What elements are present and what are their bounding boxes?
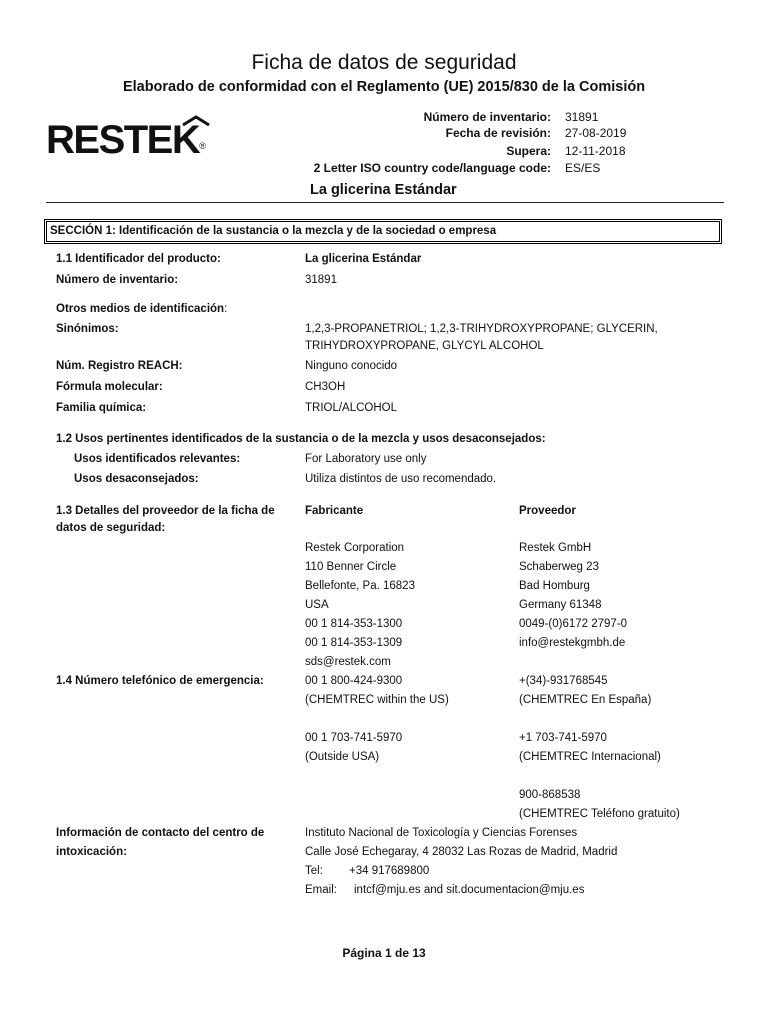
emergency-left-line: (Outside USA)	[305, 751, 380, 763]
supplier-email: info@restekgmbh.de	[519, 637, 626, 649]
manufacturer-line: Restek Corporation	[305, 542, 405, 554]
emergency-right-line: +(34)-931768545	[519, 675, 608, 687]
synonyms-label: Sinónimos:	[56, 323, 119, 335]
uses-identified-label: Usos identificados relevantes:	[74, 453, 241, 465]
restek-logo: RESTEK®	[46, 118, 206, 162]
reach-value: Ninguno conocido	[305, 360, 398, 372]
supplier-line: Restek GmbH	[519, 542, 592, 554]
section-1-heading: SECCIÓN 1: Identificación de la sustancia o la mezcla y de la sociedad o empresa	[50, 225, 497, 237]
chemical-family-label: Familia química:	[56, 402, 147, 414]
section-1-heading-box	[46, 221, 720, 242]
poison-center-address: Calle José Echegaray, 4 28032 Las Rozas de Madrid, Madrid	[305, 846, 618, 858]
meta-label-revision-date: Fecha de revisión:	[445, 126, 551, 140]
manufacturer-line: 00 1 814-353-1309	[305, 637, 403, 649]
meta-label-inventory: Número de inventario:	[423, 110, 551, 124]
meta-value-inventory: 31891	[565, 110, 599, 124]
poison-center-name: Instituto Nacional de Toxicología y Ciencias Forenses	[305, 827, 578, 839]
emergency-right-line: (CHEMTREC Teléfono gratuito)	[519, 808, 680, 820]
logo-text: RESTEK	[46, 118, 200, 162]
emergency-left-line: 00 1 703-741-5970	[305, 732, 403, 744]
manufacturer-line: USA	[305, 599, 329, 611]
uses-heading: 1.2 Usos pertinentes identificados de la sustancia o de la mezcla y usos desaconsejados:	[56, 433, 546, 445]
product-identifier-label: 1.1 Identificador del producto:	[56, 253, 221, 265]
supplier-line: 0049-(0)6172 2797-0	[519, 618, 628, 630]
meta-value-supersedes: 12-11-2018	[565, 144, 626, 158]
poison-center-email-value: intcf@mju.es and sit.documentacion@mju.es	[354, 884, 585, 896]
poison-center-tel-label: Tel:	[305, 865, 323, 877]
header-divider	[46, 202, 724, 203]
poison-center-email-label: Email:	[305, 884, 337, 896]
meta-label-supersedes: Supera:	[506, 144, 551, 158]
meta-value-revision-date: 27-08-2019	[565, 126, 627, 140]
uses-advised-against-value: Utiliza distintos de uso recomendado.	[305, 473, 497, 485]
manufacturer-line: Bellefonte, Pa. 16823	[305, 580, 415, 592]
emergency-right-line: (CHEMTREC Internacional)	[519, 751, 661, 763]
emergency-phone-label: 1.4 Número telefónico de emergencia:	[56, 675, 264, 687]
poison-center-label-line-2: intoxicación:	[56, 846, 127, 858]
inventory-number-label: Número de inventario:	[56, 274, 179, 286]
emergency-right-line: (CHEMTREC En España)	[519, 694, 652, 706]
chemical-family-value: TRIOL/ALCOHOL	[305, 402, 398, 414]
emergency-left-line: 00 1 800-424-9300	[305, 675, 403, 687]
page-number: Página 1 de 13	[342, 946, 426, 960]
emergency-left-line: (CHEMTREC within the US)	[305, 694, 449, 706]
emergency-right-line: 900-868538	[519, 789, 581, 801]
manufacturer-line: 110 Benner Circle	[305, 561, 397, 573]
supplier-details-label-line-2: datos de seguridad:	[56, 522, 166, 534]
uses-advised-against-label: Usos desaconsejados:	[74, 473, 199, 485]
supplier-line: Schaberweg 23	[519, 561, 599, 573]
poison-center-label-line-1: Información de contacto del centro de	[56, 827, 265, 839]
reach-label: Núm. Registro REACH:	[56, 360, 183, 372]
manufacturer-email: sds@restek.com	[305, 656, 391, 668]
document-title: Ficha de datos de seguridad	[251, 51, 517, 74]
supplier-heading: Proveedor	[519, 505, 576, 517]
formula-value: CH3OH	[305, 381, 346, 393]
manufacturer-heading: Fabricante	[305, 505, 364, 517]
supplier-line: Bad Homburg	[519, 580, 590, 592]
logo-accent-mark-icon	[179, 114, 213, 128]
manufacturer-line: 00 1 814-353-1300	[305, 618, 403, 630]
meta-value-language-code: ES/ES	[565, 161, 601, 175]
uses-identified-value: For Laboratory use only	[305, 453, 427, 465]
other-means-heading: Otros medios de identificación:	[56, 303, 228, 315]
supplier-line: Germany 61348	[519, 599, 602, 611]
synonyms-value-line-2: TRIHYDROXYPROPANE, GLYCYL ALCOHOL	[305, 340, 544, 352]
product-heading: La glicerina Estándar	[310, 182, 457, 198]
emergency-right-line: +1 703-741-5970	[519, 732, 607, 744]
poison-center-tel-value: +34 917689800	[349, 865, 430, 877]
document-subtitle: Elaborado de conformidad con el Reglamento (UE) 2015/830 de la Comisión	[122, 79, 646, 95]
product-identifier-value: La glicerina Estándar	[305, 253, 422, 265]
meta-label-language-code: 2 Letter ISO country code/language code:	[313, 161, 551, 175]
formula-label: Fórmula molecular:	[56, 381, 163, 393]
synonyms-value-line-1: 1,2,3-PROPANETRIOL; 1,2,3-TRIHYDROXYPROPANE; GLYCERIN,	[305, 323, 658, 335]
inventory-number-value: 31891	[305, 274, 337, 286]
supplier-details-label-line-1: 1.3 Detalles del proveedor de la ficha de	[56, 505, 275, 517]
